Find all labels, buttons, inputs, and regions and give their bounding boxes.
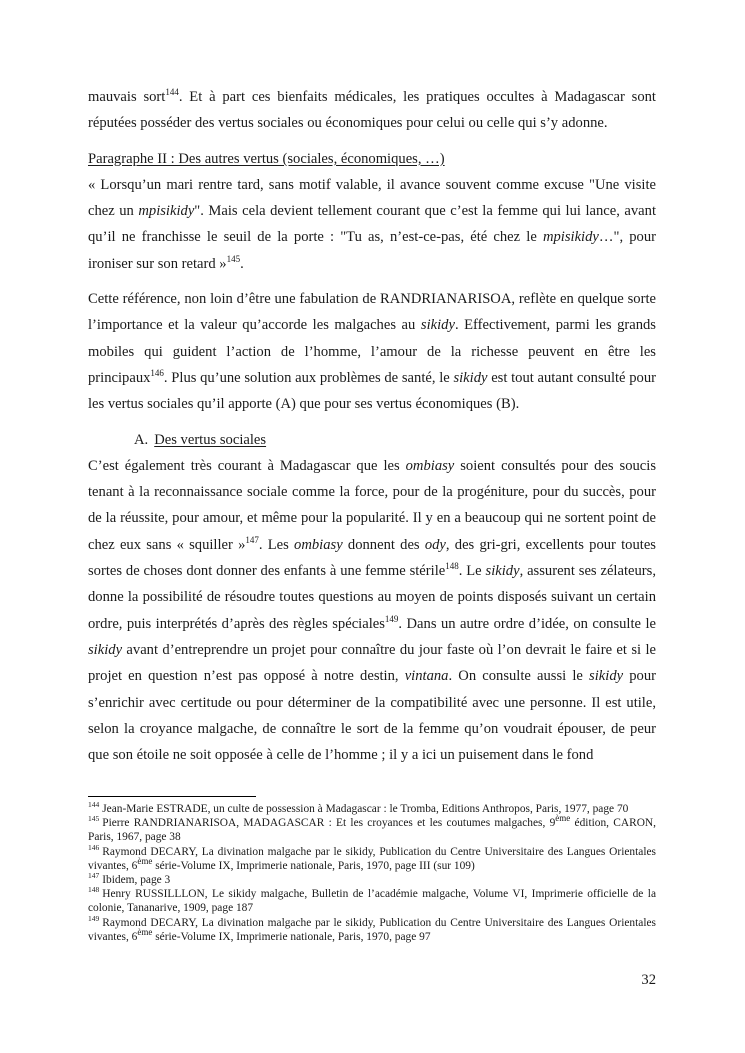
subsection-letter: A. [134,431,149,448]
footnote-text: Pierre RANDRIANARISOA, MADAGASCAR : Et les croyances et les coutumes malgaches, 9 [102,817,556,830]
footnote-149 [88,913,656,944]
footnote-number: 146 [88,842,100,852]
text-run: Cette référence, non loin d’être une fabulation de RANDRIANARISOA, reflète en quelque sorte l’importance et la valeur qu’accorde les malgaches au [88,291,656,334]
text-run: ". Mais cela devient tellement courant que c’est la femme qui lui lance, avant qu’il ne franchisse le seuil de la porte : "Tu as, n’est-ce-pas, été chez le [88,203,657,246]
italic-term: vintana [404,668,449,685]
page-number: 32 [641,972,656,988]
ordinal-superscript: ème [137,856,153,867]
footnote-text: Raymond DECARY, La divination malgache par le sikidy, Publication du Centre Universitaire des Langues Orientales vivantes, 6 [88,845,656,872]
footnote-number: 148 [88,885,100,895]
footnote-number: 149 [88,913,100,923]
footnote-separator [88,796,256,797]
footnote-145 [88,813,656,844]
text-run: pour s’enrichir avec certitude ou pour déterminer de la compatibilité avec une personne. Il est utile, selon la croyance malgache, de connaître le sort de la femme qu’on voudrait épouser, de peur que son étoile ne soit opposée à celle de l’homme ; il y a ici un puisement dans le fond [88,668,656,764]
italic-term: sikidy [589,668,624,685]
subsection-label: Des vertus sociales [154,431,267,448]
footnotes [88,802,656,944]
italic-term: mpisikidy [542,229,599,246]
text-run: . On consulte aussi le [448,668,590,685]
footnote-number: 145 [88,814,100,824]
footnote-text: Jean-Marie ESTRADE, un culte de possession à Madagascar : le Tromba, Editions Anthropos, Paris, 1977, page 70 [102,803,629,815]
footnote-text: Ibidem, page 3 [102,874,171,887]
footnote-text: Henry RUSSILLLON, Le sikidy malgache, Bulletin de l’académie malgache, Volume VI, Imprimerie officielle de la colonie, Tananarive, 1909, page 187 [88,888,656,915]
italic-term: sikidy [420,317,455,334]
text-run: soient consultés pour des soucis tenant à la reconnaissance sociale comme la force, pour de la progéniture, pour du succès, pour de la réussite, pour amour, et même pour la popularité. Il y en a beaucoup qui ne sortent point de chez eux sans « squiller » [88,457,656,553]
ordinal-superscript: ème [555,813,571,824]
text-run: est tout autant consulté pour les vertus sociales qu’il apporte (A) que pour ses vertus économiques (B). [88,369,656,413]
text-run: , assurent ses zélateurs, donne la possibilité de résoudre toutes questions au moyen de points disposés suivant un certain ordre, puis interprétés d’après des règles spéciales [88,563,656,632]
italic-term: sikidy [88,641,123,658]
footnote-144 [88,802,656,816]
text-run: . Les [258,536,295,553]
footnote-text: série-Volume IX, Imprimerie nationale, Paris, 1970, page III (sur 109) [152,859,475,872]
italic-term: ombiasy [405,457,455,474]
text-run: …", pour ironiser sur son retard » [88,229,656,272]
footnote-146 [88,842,656,873]
paragraph-reference [88,286,656,417]
section-heading: Paragraphe II : Des autres vertus (sociales, économiques, …) [88,150,445,167]
paragraph-social-virtues [88,453,656,769]
italic-term: sikidy [485,563,520,580]
subsection-heading [88,427,656,453]
text-run: donnent des [342,536,425,553]
page-body [88,84,656,768]
text-run: . Plus qu’une solution aux problèmes de santé, le [163,369,454,386]
footnote-text: édition, CARON, Paris, 1967, page 38 [88,817,656,844]
text-run: mauvais sort [88,89,166,105]
text-run: . Et à part ces bienfaits médicales, les pratiques occultes à Madagascar sont réputées posséder des vertus sociales ou économiques pour celui ou celle qui s’y adonne. [88,89,656,132]
footnote-ref-145[interactable]: 145 [226,253,241,264]
footnote-number: 147 [88,871,100,881]
text-run: C’est également très courant à Madagascar que les [88,457,406,474]
footnote-ref-148[interactable]: 148 [445,561,459,572]
footnote-147 [88,873,656,887]
text-run: , des gri-gri, excellents pour toutes sortes de choses dont donner des enfants à une femme stérile [88,536,656,580]
footnote-148 [88,887,656,915]
italic-term: ody [424,536,446,553]
footnote-ref-147[interactable]: 147 [245,534,259,545]
footnote-ref-149[interactable]: 149 [384,613,399,624]
text-run: « Lorsqu’un mari rentre tard, sans motif valable, il avance souvent comme excuse "Une visite chez un [88,176,656,220]
text-run: . Effectivement, parmi les grands mobiles qui guident l’action de l’homme, l’amour de la richesse peuvent en être les principaux [88,317,656,386]
footnote-ref-146[interactable]: 146 [150,368,164,379]
ordinal-superscript: ème [137,927,153,938]
footnote-text: série-Volume IX, Imprimerie nationale, Paris, 1970, page 97 [152,930,431,943]
paragraph-quote [88,172,656,277]
text-run: . Dans un autre ordre d’idée, on consulte le [398,615,656,632]
paragraph-intro [88,84,656,137]
footnote-ref-144[interactable]: 144 [165,87,179,98]
text-run: . [240,255,244,272]
footnote-text: Raymond DECARY, La divination malgache par le sikidy, Publication du Centre Universitaire des Langues Orientales vivantes, 6 [88,916,656,943]
italic-term: mpisikidy [138,203,195,220]
text-run: . Le [458,563,486,580]
italic-term: sikidy [453,369,488,386]
footnote-number: 144 [88,800,100,810]
italic-term: ombiasy [294,536,343,553]
text-run: avant d’entreprendre un projet pour connaître du jour faste où l’on devrait le faire et si le projet en question n’est pas opposé à notre destin, [88,641,656,685]
